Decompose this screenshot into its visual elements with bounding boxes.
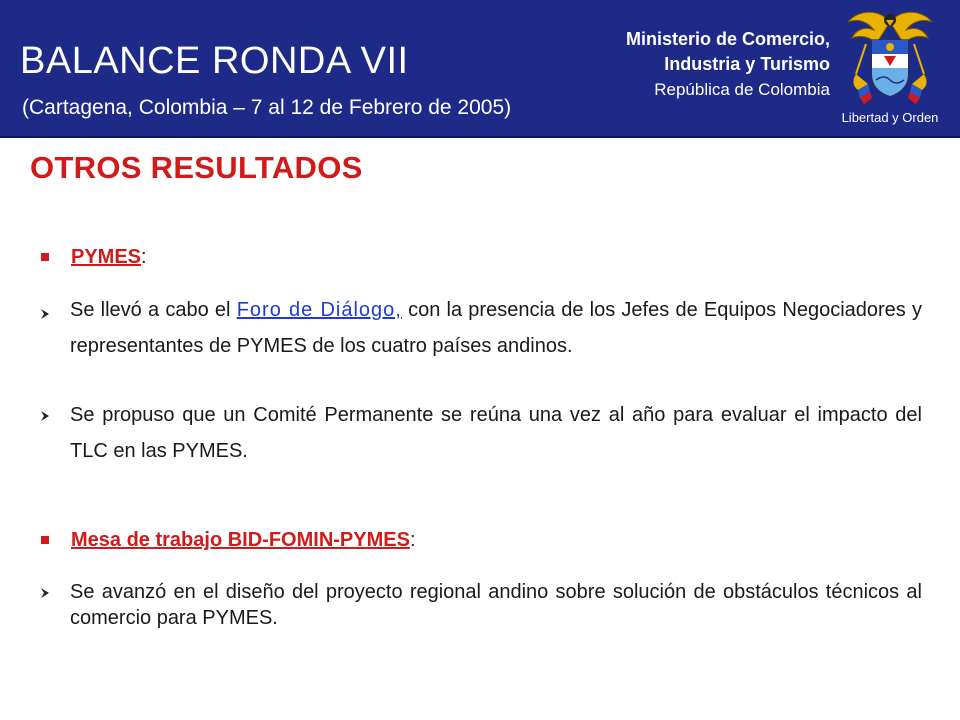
item-heading-label: Mesa de trabajo BID-FOMIN-PYMES — [71, 529, 410, 551]
ministry-line-1: Ministerio de Comercio, — [625, 29, 830, 49]
foro-dialogo-link[interactable]: Foro de Diálogo, — [236, 299, 402, 321]
coat-of-arms-icon — [840, 4, 940, 128]
paragraph-text: Se llevó a cabo el — [70, 299, 237, 321]
item-heading-pymes — [71, 246, 147, 269]
paragraph-comite: Se propuso que un Comité Permanente se reúna una vez al año para evaluar el impacto del TLC en las PYMES. — [70, 404, 922, 462]
arrow-bullet-icon — [40, 587, 50, 599]
paragraph-text: con la presencia de los Jefes de Equipos Negociadores y representantes de PYMES de los cuatro países andinos. — [70, 299, 922, 357]
ministry-block — [626, 27, 830, 102]
paragraph-foro — [70, 292, 922, 364]
header-banner — [0, 0, 960, 138]
item-heading-colon: : — [141, 246, 147, 268]
crest-motto: Libertad y Orden — [841, 110, 939, 125]
ministry-country: República de Colombia — [654, 80, 830, 99]
page-subtitle: (Cartagena, Colombia – 7 al 12 de Febrero de 2005) — [22, 96, 512, 119]
item-heading-mesa — [71, 529, 416, 552]
ministry-line-2: Industria y Turismo — [664, 54, 830, 74]
arrow-bullet-icon — [40, 410, 50, 422]
item-heading-colon: : — [409, 529, 416, 551]
section-title: OTROS RESULTADOS — [30, 150, 363, 185]
square-bullet-icon — [41, 253, 49, 261]
square-bullet-icon — [41, 536, 49, 544]
item-heading-label: PYMES — [71, 246, 142, 268]
page-title: BALANCE RONDA VII — [20, 40, 409, 82]
paragraph-avance: Se avanzó en el diseño del proyecto regional andino sobre solución de obstáculos técnicos al comercio para PYMES. — [70, 581, 922, 629]
arrow-bullet-icon — [40, 308, 50, 320]
